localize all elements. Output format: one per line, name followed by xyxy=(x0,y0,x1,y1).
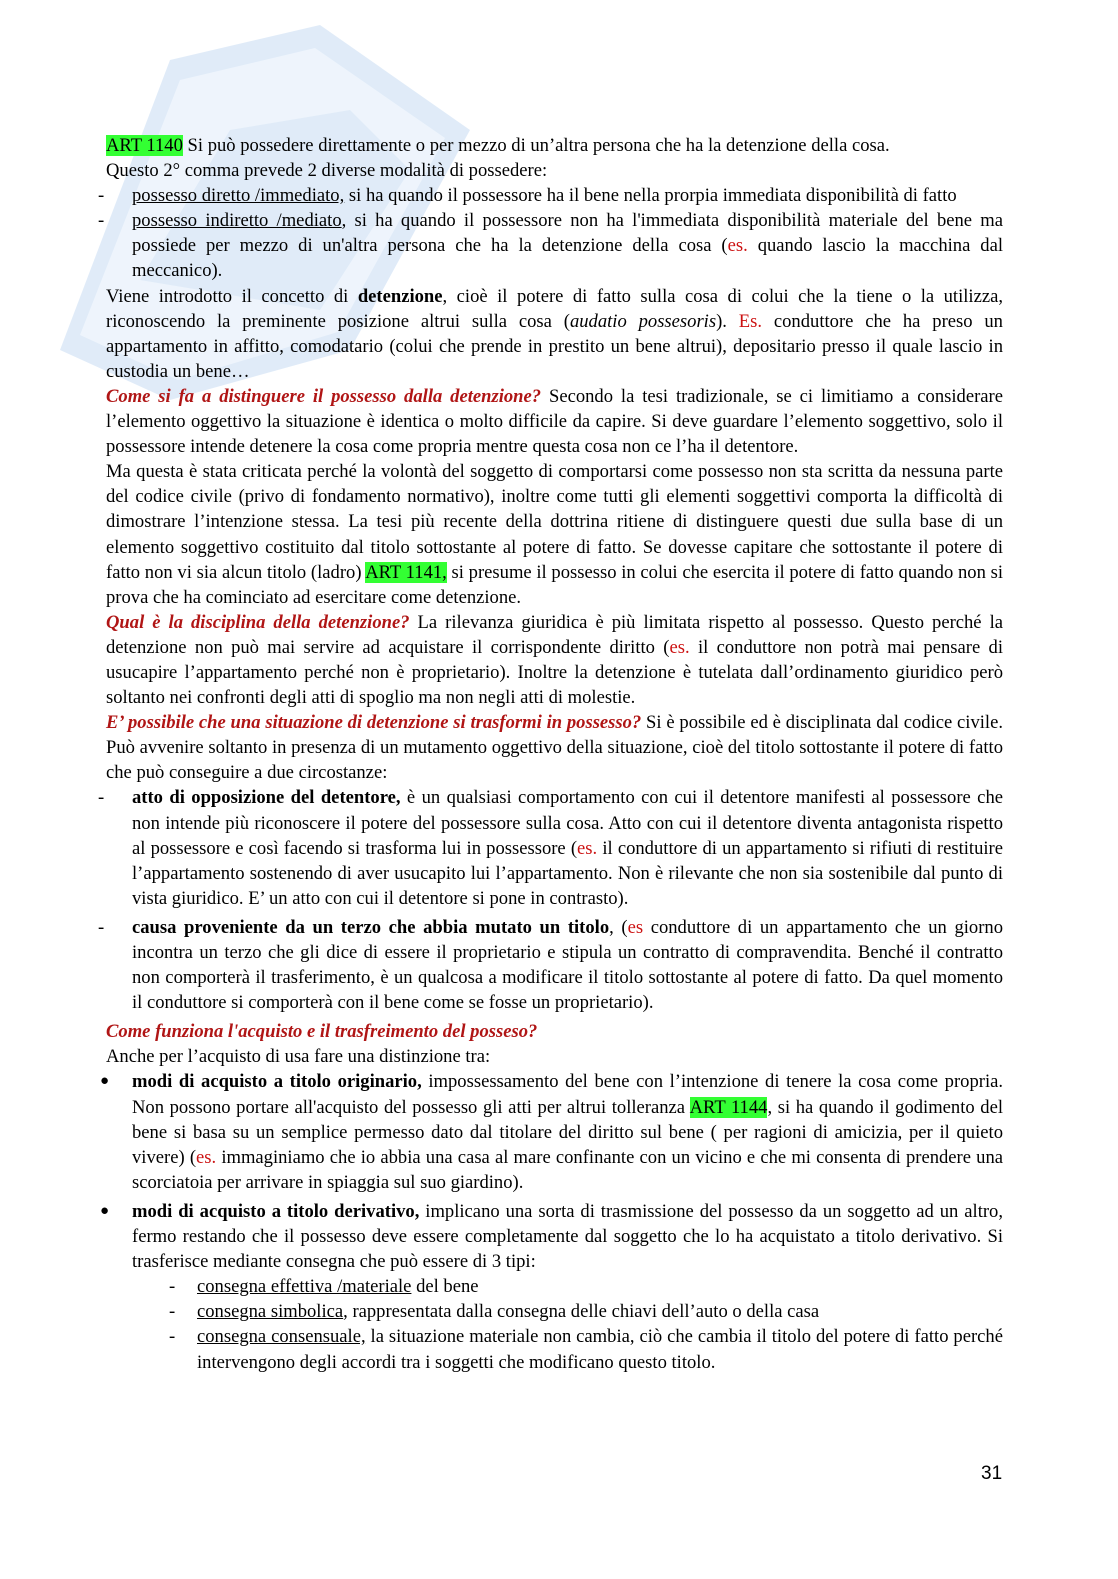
list-item: - consegna effettiva /materiale del bene xyxy=(166,1274,1003,1299)
section-heading-acquisto: Come funziona l'acquisto e il trasfreimento del posseso? xyxy=(106,1021,538,1043)
paragraph-trasformazione: E’ possibile che una situazione di detenzione si trasformi in possesso? Si è possibile ed è disciplinata dal codice civile. Può avvenire soltanto in presenza di un mutamento oggettivo della situazione, cioè del titolo sottostante il potere di fatto che può conseguire a due circostanze: xyxy=(106,712,1003,784)
page-content xyxy=(106,133,1003,1375)
list-item: - possesso diretto /immediato, si ha quando il possessore ha il bene nella prorpia immediata disponibilità di fatto xyxy=(106,183,1003,208)
list-item: ● modi di acquisto a titolo derivativo, implicano una sorta di trasmissione del possesso da un soggetto ad un altro, fermo restando che il possesso deve essere completamente dal soggetto che lo ha acquistato a titolo derivativo. Si trasferisce mediante consegna che può essere di 3 tipi: - consegna effettiva /materiale del bene - consegna simbolica, rappresentata dalla consegna delle chiavi dell’auto o della casa - consegna consensuale, la situazione materiale non cambia, ciò che cambia il titolo del potere di fatto perché intervengono degli accordi tra i soggetti che modificano questo titolo. xyxy=(106,1199,1003,1375)
question-heading: Qual è la disciplina della detenzione? xyxy=(106,611,410,633)
possession-types-list xyxy=(106,183,1003,283)
list-item: - atto di opposizione del detentore, è un qualsiasi comportamento con cui il detentore manifesti al possessore che non intende più riconoscere il potere del possessore sulla cosa. Atto con cui il detentore diventa antagonista rispetto al possessore e così facendo si trasforma lui in possessore (es. il conduttore di un appartamento si rifiuti di restituire l’appartamento sostenendo di aver usucapito lui l’appartamento. Non è rilevante che non sia sostenibile dal punto di vista giuridico. E’ un atto con cui il detentore si pone in contrasto). xyxy=(106,785,1003,910)
paragraph-modalita: Questo 2° comma prevede 2 diverse modalità di possedere: xyxy=(106,160,548,182)
article-ref-1140: ART 1140 xyxy=(106,135,183,156)
article-ref-1141: ART 1141, xyxy=(365,561,447,583)
paragraph-detenzione: Viene introdotto il concetto di detenzione, cioè il potere di fatto sulla cosa di colui che la tiene o la utilizza, riconoscendo la preminente posizione altrui sulla cosa (audatio possesoris). Es. conduttore che ha preso un appartamento in affitto, comodatario (colui che prende in prestito un bene altrui), depositario presso il quale lascio in custodia un bene… xyxy=(106,285,1003,382)
question-heading: Come si fa a distinguere il possesso dalla detenzione? xyxy=(106,385,542,407)
article-ref-1144: ART 1144 xyxy=(689,1096,768,1118)
paragraph-critica: Ma questa è stata criticata perché la volontà del soggetto di comportarsi come possesso non sta scritta da nessuna parte del codice civile (privo di fondamento normativo), inoltre come tutti gli elementi soggettivi comporta la difficoltà di dimostrare l’intenzione stessa. La tesi più recente della dottrina ritiene di distinguere questi due sulla base di un elemento soggettivo costituito dal titolo sottostante al potere di fatto. Se dovesse capitare che sottostante il potere di fatto non vi sia alcun titolo (ladro) ART 1141, si presume il possesso in colui che esercita il potere di fatto quando non si prova che ha cominciato ad esercitare come detenzione. xyxy=(106,461,1004,608)
circumstances-list xyxy=(106,785,1003,1015)
paragraph-disciplina: Qual è la disciplina della detenzione? La rilevanza giuridica è più limitata rispetto al possesso. Questo perché la detenzione non può mai servire ad acquistare il corrispondente diritto (es. il conduttore non potrà mai pensare di usucapire l’appartamento perché non è proprietario). Inoltre la detenzione è tutelata dall’ordinamento giuridico però soltanto nei confronti degli atti di spoglio ma non negli atti di molestie. xyxy=(106,611,1004,709)
question-heading: E’ possibile che una situazione di detenzione si trasformi in possesso? xyxy=(106,712,642,734)
paragraph-distinguere: Come si fa a distinguere il possesso dalla detenzione? Secondo la tesi tradizionale, se ci limitiamo a considerare l’elemento oggettivo la situazione è identica o molto difficile da capire. Si deve guardare l’elemento soggettivo, solo il possessore intende detenere la cosa come propria mentre questa cosa non ce l’ha il detentore. xyxy=(106,385,1003,458)
list-item: - consegna consensuale, la situazione materiale non cambia, ciò che cambia il titolo del potere di fatto perché intervengono degli accordi tra i soggetti che modificano questo titolo. xyxy=(166,1324,1003,1374)
delivery-types-list xyxy=(166,1274,1003,1374)
list-item: - causa proveniente da un terzo che abbia mutato un titolo, (es conduttore di un appartamento che un giorno incontra un terzo che gli dice di essere il proprietario e stipula un contratto di compravendita. Benché il contratto non comporterà il trasferimento, è un qualcosa a modificare il titolo sottostante al potere di fatto. Da quel momento il conduttore si comporterà con il bene come se fosse un proprietario). xyxy=(106,915,1003,1015)
list-item: - consegna simbolica, rappresentata dalla consegna delle chiavi dell’auto o della casa xyxy=(166,1299,1003,1324)
paragraph-distinzione: Anche per l’acquisto di usa fare una distinzione tra: xyxy=(106,1046,491,1068)
page-number: 31 xyxy=(981,1463,1003,1484)
list-item: ● modi di acquisto a titolo originario, impossessamento del bene con l’intenzione di tenere la cosa come propria. Non possono portare all'acquisto del possesso gli atti per altrui tolleranza ART 1144, si ha quando il godimento del bene si basa su un semplice permesso dato dal titolare del diritto sul bene ( per ragioni di amicizia, per il quieto vivere) (es. immaginiamo che io abbia una casa al mare confinante con un vicino e che mi consenta di prendere una scorciatoia per arrivare in spiaggia sul suo giardino). xyxy=(106,1069,1003,1194)
paragraph-art-1140: ART 1140 Si può possedere direttamente o per mezzo di un’altra persona che ha la detenzione della cosa. xyxy=(106,135,890,156)
list-item: - possesso indiretto /mediato, si ha quando il possessore non ha l'immediata disponibilità materiale del bene ma possiede per mezzo di un'altra persona che ha la detenzione della cosa (es. quando lascio la macchina dal meccanico). xyxy=(106,208,1003,283)
acquisition-modes-list xyxy=(106,1069,1003,1374)
